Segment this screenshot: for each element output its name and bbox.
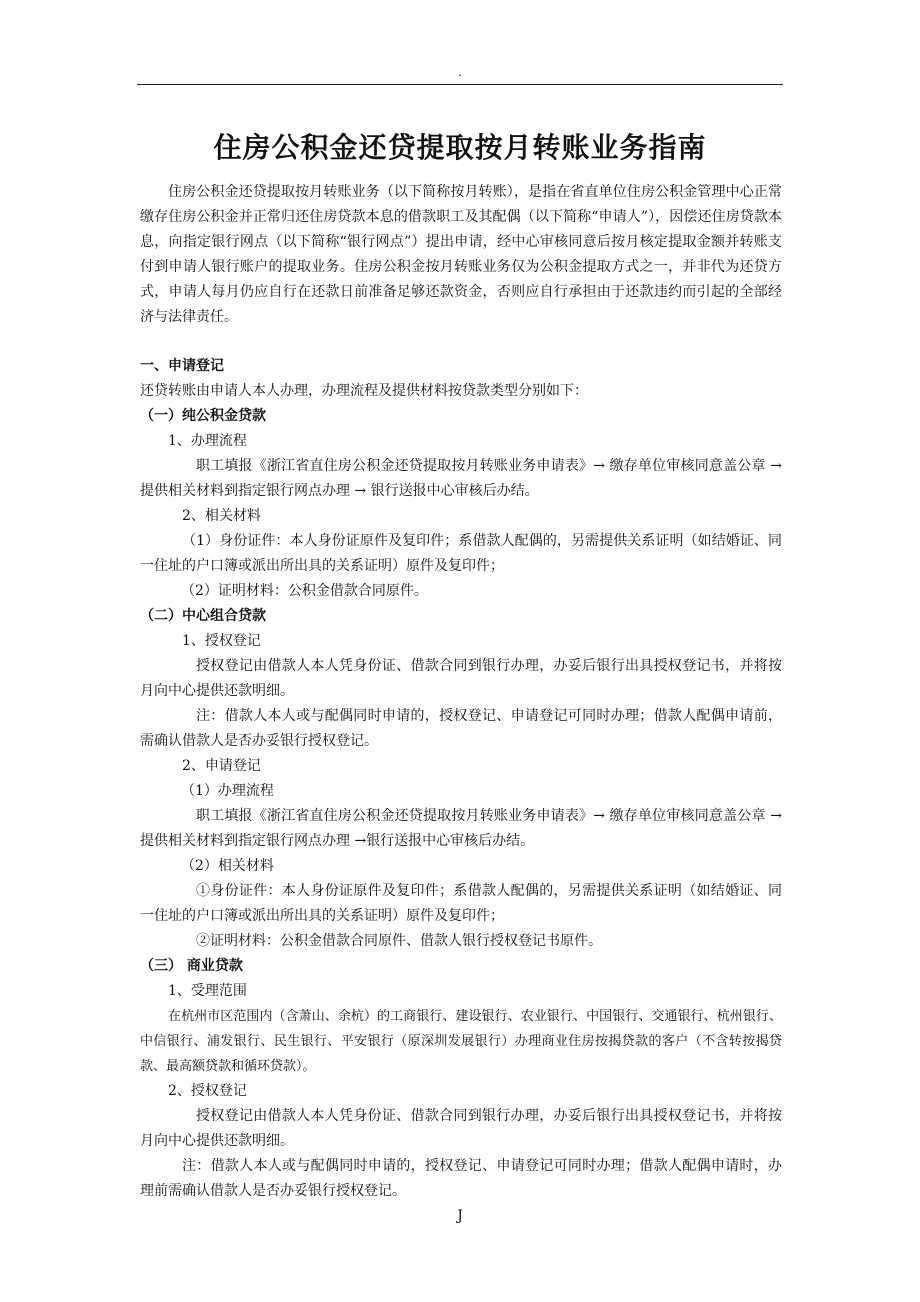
subsection-b-note: 注：借款人本人或与配偶同时申请的，授权登记、申请登记可同时办理；借款人配偶申请前，需确认借款人是否办妥银行授权登记。 — [140, 708, 782, 749]
subsection-b-flow: 职工填报《浙江省直住房公积金还贷提取按月转账业务申请表》→ 缴存单位审核同意盖公章 → 提供相关材料到指定银行网点办理 →银行送报中心审核后办结。 — [140, 808, 782, 849]
subsection-a-heading: （一）纯公积金贷款 — [140, 408, 266, 424]
document-body — [140, 180, 782, 1204]
subsection-b-auth-title: 1、授权登记 — [182, 633, 261, 649]
subsection-a-material-2: （2）证明材料：公积金借款合同原件。 — [181, 583, 428, 599]
subsection-b-materials-title: （2）相关材料 — [181, 858, 274, 874]
spacer — [140, 330, 782, 354]
section-1-lead: 还贷转账由申请人本人办理，办理流程及提供材料按贷款类型分别如下： — [140, 383, 588, 399]
page-title: 住房公积金还贷提取按月转账业务指南 — [213, 131, 707, 164]
subsection-a-flow-title: 1、办理流程 — [168, 433, 247, 449]
header-mark: . — [458, 65, 462, 79]
page-number: J — [457, 1208, 463, 1224]
subsection-b-material-1: ①身份证件：本人身份证原件及复印件；系借款人配偶的，另需提供关系证明（如结婚证、同一住址的户口簿或派出所出具的关系证明）原件及复印件； — [140, 883, 782, 924]
intro-paragraph: 住房公积金还贷提取按月转账业务（以下简称按月转账），是指在省直单位住房公积金管理中心正常缴存住房公积金并正常归还住房贷款本息的借款职工及其配偶（以下简称“申请人”），因偿还住房贷款本息，向指定银行网点（以下简称“银行网点”）提出申请，经中心审核同意后按月核定提取金额并转账支付到申请人银行账户的提取业务。住房公积金按月转账业务仅为公积金提取方式之一，并非代为还贷方式，申请人每月仍应自行在还款日前准备足够还款资金，否则应自行承担由于还款违约而引起的全部经济与法律责任。 — [140, 184, 782, 325]
subsection-c-auth: 授权登记由借款人本人凭身份证、借款合同到银行办理，办妥后银行出具授权登记书，并将按月向中心提供还款明细。 — [140, 1108, 782, 1149]
subsection-b-material-2: ②证明材料：公积金借款合同原件、借款人银行授权登记书原件。 — [196, 933, 602, 949]
subsection-c-auth-title: 2、授权登记 — [168, 1083, 247, 1099]
subsection-c-scope-title: 1、受理范围 — [168, 983, 247, 999]
subsection-b-auth: 授权登记由借款人本人凭身份证、借款合同到银行办理，办妥后银行出具授权登记书，并将按月向中心提供还款明细。 — [140, 658, 782, 699]
subsection-c-scope: 在杭州市区范围内（含萧山、余杭）的工商银行、建设银行、农业银行、中国银行、交通银行、杭州银行、中信银行、浦发银行、民生银行、平安银行（原深圳发展银行）办理商业住房按揭贷款的客户（不含转按揭贷款、最高额贷款和循环贷款）。 — [140, 1009, 782, 1074]
subsection-a-flow: 职工填报《浙江省直住房公积金还贷提取按月转账业务申请表》→ 缴存单位审核同意盖公章 → 提供相关材料到指定银行网点办理 → 银行送报中心审核后办结。 — [140, 458, 782, 499]
subsection-c-heading: （三） 商业贷款 — [140, 958, 243, 974]
subsection-a-material-1: （1）身份证件：本人身份证原件及复印件；系借款人配偶的，另需提供关系证明（如结婚证、同一住址的户口簿或派出所出具的关系证明）原件及复印件； — [140, 533, 782, 574]
subsection-b-register-title: 2、申请登记 — [182, 758, 261, 774]
subsection-b-flow-title: （1）办理流程 — [181, 783, 274, 799]
header-rule — [137, 84, 783, 85]
subsection-b-heading: （二）中心组合贷款 — [140, 608, 266, 624]
subsection-c-note: 注：借款人本人或与配偶同时申请的，授权登记、申请登记可同时办理；借款人配偶申请时，办理前需确认借款人是否办妥银行授权登记。 — [140, 1158, 782, 1199]
section-1-heading: 一、申请登记 — [140, 358, 224, 374]
subsection-a-materials-title: 2、相关材料 — [182, 508, 261, 524]
